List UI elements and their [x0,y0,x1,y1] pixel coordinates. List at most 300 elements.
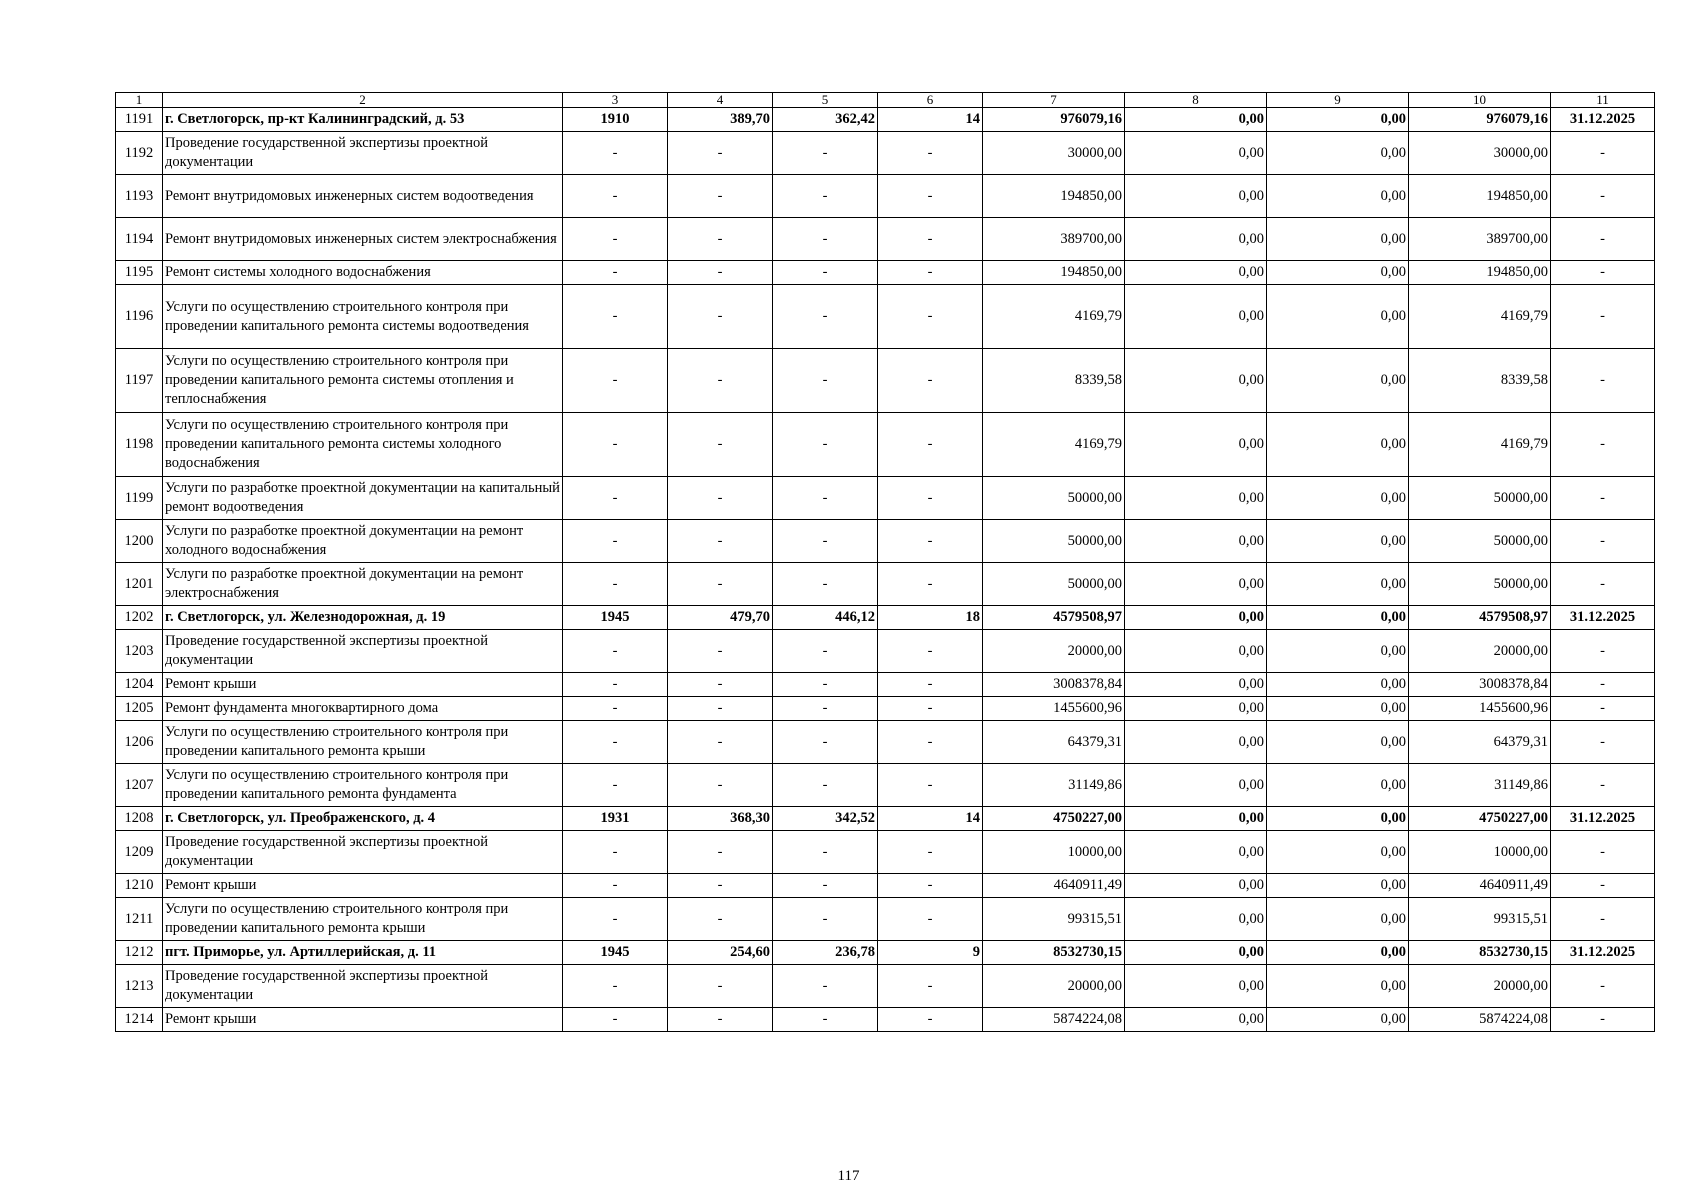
row-description: г. Светлогорск, ул. Железнодорожная, д. 19 [163,606,563,630]
year-built: - [563,673,668,697]
owner-funds-cost: 50000,00 [1409,477,1551,520]
residential-area: - [773,132,878,175]
residents-count: - [878,413,983,477]
total-area: - [668,697,773,721]
row-number: 1201 [116,563,163,606]
residents-count: - [878,218,983,261]
work-row [116,218,1655,261]
total-area: - [668,285,773,349]
row-number: 1200 [116,520,163,563]
row-description: Услуги по осуществлению строительного контроля при проведении капитального ремонта системы холодного водоснабжения [163,413,563,477]
fund-cost: 0,00 [1125,261,1267,285]
row-number: 1205 [116,697,163,721]
other-cost: 0,00 [1267,477,1409,520]
row-description: г. Светлогорск, ул. Преображенского, д. 4 [163,807,563,831]
residential-area: - [773,898,878,941]
fund-cost: 0,00 [1125,132,1267,175]
other-cost: 0,00 [1267,563,1409,606]
row-description: Ремонт фундамента многоквартирного дома [163,697,563,721]
total-cost: 1455600,96 [983,697,1125,721]
address-row [116,941,1655,965]
work-row [116,898,1655,941]
deadline: - [1551,477,1655,520]
row-number: 1196 [116,285,163,349]
total-area: - [668,132,773,175]
row-number: 1203 [116,630,163,673]
residents-count: - [878,697,983,721]
row-description: Ремонт крыши [163,673,563,697]
residential-area: - [773,673,878,697]
year-built: - [563,898,668,941]
row-number: 1195 [116,261,163,285]
owner-funds-cost: 4169,79 [1409,413,1551,477]
row-number: 1210 [116,874,163,898]
total-cost: 50000,00 [983,520,1125,563]
column-number: 3 [563,93,668,108]
other-cost: 0,00 [1267,261,1409,285]
total-cost: 20000,00 [983,965,1125,1008]
fund-cost: 0,00 [1125,764,1267,807]
residents-count: - [878,175,983,218]
row-number: 1212 [116,941,163,965]
year-built: - [563,218,668,261]
deadline: - [1551,831,1655,874]
column-number-row [116,93,1655,108]
row-description: Ремонт крыши [163,874,563,898]
fund-cost: 0,00 [1125,697,1267,721]
residents-count: - [878,673,983,697]
owner-funds-cost: 8532730,15 [1409,941,1551,965]
year-built: - [563,721,668,764]
total-area: - [668,349,773,413]
column-number: 6 [878,93,983,108]
year-built: - [563,285,668,349]
total-area: - [668,261,773,285]
deadline: - [1551,520,1655,563]
work-row [116,349,1655,413]
row-description: Услуги по осуществлению строительного контроля при проведении капитального ремонта крыши [163,721,563,764]
residential-area: 342,52 [773,807,878,831]
residential-area: - [773,261,878,285]
total-cost: 10000,00 [983,831,1125,874]
residents-count: - [878,520,983,563]
work-row [116,764,1655,807]
other-cost: 0,00 [1267,175,1409,218]
total-area: - [668,874,773,898]
column-number: 8 [1125,93,1267,108]
fund-cost: 0,00 [1125,413,1267,477]
row-description: г. Светлогорск, пр-кт Калининградский, д. 53 [163,108,563,132]
row-number: 1194 [116,218,163,261]
year-built: - [563,764,668,807]
residential-area: - [773,413,878,477]
owner-funds-cost: 389700,00 [1409,218,1551,261]
year-built: - [563,349,668,413]
total-area: - [668,175,773,218]
residents-count: - [878,349,983,413]
deadline: - [1551,874,1655,898]
other-cost: 0,00 [1267,965,1409,1008]
other-cost: 0,00 [1267,630,1409,673]
total-area: - [668,563,773,606]
year-built: - [563,831,668,874]
total-cost: 5874224,08 [983,1008,1125,1032]
residential-area: - [773,831,878,874]
row-description: Проведение государственной экспертизы проектной документации [163,831,563,874]
residents-count: - [878,721,983,764]
row-description: Проведение государственной экспертизы проектной документации [163,132,563,175]
fund-cost: 0,00 [1125,807,1267,831]
total-cost: 20000,00 [983,630,1125,673]
deadline: - [1551,218,1655,261]
total-cost: 50000,00 [983,477,1125,520]
other-cost: 0,00 [1267,807,1409,831]
row-description: Услуги по разработке проектной документации на ремонт холодного водоснабжения [163,520,563,563]
other-cost: 0,00 [1267,520,1409,563]
other-cost: 0,00 [1267,673,1409,697]
deadline: 31.12.2025 [1551,108,1655,132]
total-cost: 194850,00 [983,261,1125,285]
year-built: - [563,413,668,477]
residential-area: - [773,721,878,764]
deadline: - [1551,261,1655,285]
deadline: - [1551,563,1655,606]
other-cost: 0,00 [1267,218,1409,261]
total-cost: 50000,00 [983,563,1125,606]
residents-count: - [878,898,983,941]
owner-funds-cost: 64379,31 [1409,721,1551,764]
residents-count: - [878,965,983,1008]
total-area: 479,70 [668,606,773,630]
row-number: 1191 [116,108,163,132]
residential-area: - [773,874,878,898]
deadline: - [1551,349,1655,413]
owner-funds-cost: 99315,51 [1409,898,1551,941]
fund-cost: 0,00 [1125,965,1267,1008]
year-built: - [563,477,668,520]
column-number: 11 [1551,93,1655,108]
year-built: 1945 [563,941,668,965]
total-area: - [668,898,773,941]
work-row [116,261,1655,285]
fund-cost: 0,00 [1125,349,1267,413]
work-row [116,1008,1655,1032]
residential-area: 446,12 [773,606,878,630]
address-row [116,606,1655,630]
residents-count: 14 [878,807,983,831]
total-area: - [668,965,773,1008]
residents-count: - [878,1008,983,1032]
fund-cost: 0,00 [1125,1008,1267,1032]
deadline: - [1551,285,1655,349]
total-cost: 4640911,49 [983,874,1125,898]
row-description: Ремонт внутридомовых инженерных систем водоотведения [163,175,563,218]
fund-cost: 0,00 [1125,520,1267,563]
year-built: 1931 [563,807,668,831]
document-sheet [115,92,1655,1032]
other-cost: 0,00 [1267,349,1409,413]
year-built: - [563,1008,668,1032]
row-number: 1197 [116,349,163,413]
row-number: 1209 [116,831,163,874]
row-description: Проведение государственной экспертизы проектной документации [163,965,563,1008]
other-cost: 0,00 [1267,1008,1409,1032]
residents-count: - [878,764,983,807]
residents-count: 18 [878,606,983,630]
capital-repair-table [115,92,1655,1032]
residential-area: - [773,520,878,563]
total-cost: 99315,51 [983,898,1125,941]
residential-area: 236,78 [773,941,878,965]
other-cost: 0,00 [1267,413,1409,477]
address-row [116,108,1655,132]
column-number: 4 [668,93,773,108]
deadline: - [1551,697,1655,721]
other-cost: 0,00 [1267,606,1409,630]
fund-cost: 0,00 [1125,606,1267,630]
total-area: 368,30 [668,807,773,831]
deadline: - [1551,764,1655,807]
fund-cost: 0,00 [1125,563,1267,606]
deadline: - [1551,673,1655,697]
deadline: - [1551,1008,1655,1032]
total-cost: 389700,00 [983,218,1125,261]
column-number: 7 [983,93,1125,108]
year-built: - [563,697,668,721]
work-row [116,721,1655,764]
address-row [116,807,1655,831]
other-cost: 0,00 [1267,285,1409,349]
row-number: 1202 [116,606,163,630]
total-cost: 31149,86 [983,764,1125,807]
work-row [116,874,1655,898]
row-description: Услуги по разработке проектной документации на капитальный ремонт водоотведения [163,477,563,520]
row-number: 1213 [116,965,163,1008]
owner-funds-cost: 8339,58 [1409,349,1551,413]
owner-funds-cost: 50000,00 [1409,563,1551,606]
row-number: 1198 [116,413,163,477]
total-area: 389,70 [668,108,773,132]
work-row [116,285,1655,349]
total-area: 254,60 [668,941,773,965]
total-cost: 8339,58 [983,349,1125,413]
fund-cost: 0,00 [1125,477,1267,520]
owner-funds-cost: 1455600,96 [1409,697,1551,721]
total-cost: 30000,00 [983,132,1125,175]
work-row [116,520,1655,563]
deadline: - [1551,413,1655,477]
owner-funds-cost: 30000,00 [1409,132,1551,175]
other-cost: 0,00 [1267,898,1409,941]
row-number: 1214 [116,1008,163,1032]
fund-cost: 0,00 [1125,175,1267,218]
total-cost: 4579508,97 [983,606,1125,630]
residential-area: - [773,175,878,218]
owner-funds-cost: 4169,79 [1409,285,1551,349]
owner-funds-cost: 10000,00 [1409,831,1551,874]
row-description: Ремонт внутридомовых инженерных систем электроснабжения [163,218,563,261]
row-description: пгт. Приморье, ул. Артиллерийская, д. 11 [163,941,563,965]
residential-area: - [773,965,878,1008]
owner-funds-cost: 976079,16 [1409,108,1551,132]
row-description: Услуги по осуществлению строительного контроля при проведении капитального ремонта фундамента [163,764,563,807]
total-cost: 194850,00 [983,175,1125,218]
column-number: 2 [163,93,563,108]
year-built: - [563,175,668,218]
row-description: Услуги по разработке проектной документации на ремонт электроснабжения [163,563,563,606]
row-description: Ремонт системы холодного водоснабжения [163,261,563,285]
owner-funds-cost: 194850,00 [1409,175,1551,218]
column-number: 1 [116,93,163,108]
year-built: - [563,261,668,285]
owner-funds-cost: 50000,00 [1409,520,1551,563]
total-cost: 976079,16 [983,108,1125,132]
other-cost: 0,00 [1267,132,1409,175]
other-cost: 0,00 [1267,941,1409,965]
row-number: 1206 [116,721,163,764]
residents-count: - [878,261,983,285]
total-area: - [668,1008,773,1032]
year-built: - [563,630,668,673]
column-number: 9 [1267,93,1409,108]
column-number: 10 [1409,93,1551,108]
owner-funds-cost: 5874224,08 [1409,1008,1551,1032]
other-cost: 0,00 [1267,697,1409,721]
other-cost: 0,00 [1267,764,1409,807]
other-cost: 0,00 [1267,721,1409,764]
residential-area: - [773,697,878,721]
owner-funds-cost: 4579508,97 [1409,606,1551,630]
residents-count: - [878,563,983,606]
fund-cost: 0,00 [1125,898,1267,941]
work-row [116,697,1655,721]
deadline: - [1551,965,1655,1008]
year-built: - [563,132,668,175]
deadline: - [1551,630,1655,673]
total-area: - [668,413,773,477]
total-cost: 64379,31 [983,721,1125,764]
fund-cost: 0,00 [1125,721,1267,764]
work-row [116,477,1655,520]
owner-funds-cost: 4750227,00 [1409,807,1551,831]
work-row [116,563,1655,606]
fund-cost: 0,00 [1125,941,1267,965]
total-area: - [668,673,773,697]
residents-count: - [878,132,983,175]
fund-cost: 0,00 [1125,630,1267,673]
total-cost: 4750227,00 [983,807,1125,831]
deadline: - [1551,132,1655,175]
total-cost: 4169,79 [983,413,1125,477]
fund-cost: 0,00 [1125,218,1267,261]
owner-funds-cost: 31149,86 [1409,764,1551,807]
fund-cost: 0,00 [1125,108,1267,132]
residential-area: 362,42 [773,108,878,132]
residential-area: - [773,349,878,413]
residential-area: - [773,764,878,807]
row-number: 1193 [116,175,163,218]
deadline: - [1551,721,1655,764]
residents-count: - [878,630,983,673]
row-description: Услуги по осуществлению строительного контроля при проведении капитального ремонта системы отопления и теплоснабжения [163,349,563,413]
total-area: - [668,721,773,764]
year-built: 1945 [563,606,668,630]
row-description: Услуги по осуществлению строительного контроля при проведении капитального ремонта крыши [163,898,563,941]
row-number: 1204 [116,673,163,697]
residents-count: 9 [878,941,983,965]
deadline: 31.12.2025 [1551,606,1655,630]
work-row [116,132,1655,175]
owner-funds-cost: 20000,00 [1409,630,1551,673]
year-built: 1910 [563,108,668,132]
row-number: 1211 [116,898,163,941]
other-cost: 0,00 [1267,874,1409,898]
row-number: 1199 [116,477,163,520]
row-number: 1208 [116,807,163,831]
residential-area: - [773,285,878,349]
other-cost: 0,00 [1267,108,1409,132]
owner-funds-cost: 4640911,49 [1409,874,1551,898]
deadline: - [1551,175,1655,218]
residential-area: - [773,630,878,673]
column-number: 5 [773,93,878,108]
page-number: 117 [837,1168,860,1184]
total-cost: 3008378,84 [983,673,1125,697]
total-cost: 4169,79 [983,285,1125,349]
residents-count: - [878,874,983,898]
owner-funds-cost: 194850,00 [1409,261,1551,285]
residents-count: 14 [878,108,983,132]
residents-count: - [878,477,983,520]
fund-cost: 0,00 [1125,285,1267,349]
year-built: - [563,965,668,1008]
row-number: 1207 [116,764,163,807]
work-row [116,413,1655,477]
total-area: - [668,764,773,807]
year-built: - [563,563,668,606]
row-description: Проведение государственной экспертизы проектной документации [163,630,563,673]
owner-funds-cost: 3008378,84 [1409,673,1551,697]
row-description: Ремонт крыши [163,1008,563,1032]
residential-area: - [773,563,878,606]
work-row [116,175,1655,218]
total-area: - [668,218,773,261]
total-area: - [668,831,773,874]
other-cost: 0,00 [1267,831,1409,874]
residential-area: - [773,218,878,261]
total-cost: 8532730,15 [983,941,1125,965]
residential-area: - [773,1008,878,1032]
row-description: Услуги по осуществлению строительного контроля при проведении капитального ремонта системы водоотведения [163,285,563,349]
fund-cost: 0,00 [1125,831,1267,874]
work-row [116,965,1655,1008]
year-built: - [563,520,668,563]
deadline: - [1551,898,1655,941]
year-built: - [563,874,668,898]
work-row [116,831,1655,874]
residential-area: - [773,477,878,520]
work-row [116,630,1655,673]
total-area: - [668,630,773,673]
deadline: 31.12.2025 [1551,941,1655,965]
residents-count: - [878,831,983,874]
owner-funds-cost: 20000,00 [1409,965,1551,1008]
fund-cost: 0,00 [1125,673,1267,697]
total-area: - [668,477,773,520]
work-row [116,673,1655,697]
residents-count: - [878,285,983,349]
table-body [116,93,1655,1032]
